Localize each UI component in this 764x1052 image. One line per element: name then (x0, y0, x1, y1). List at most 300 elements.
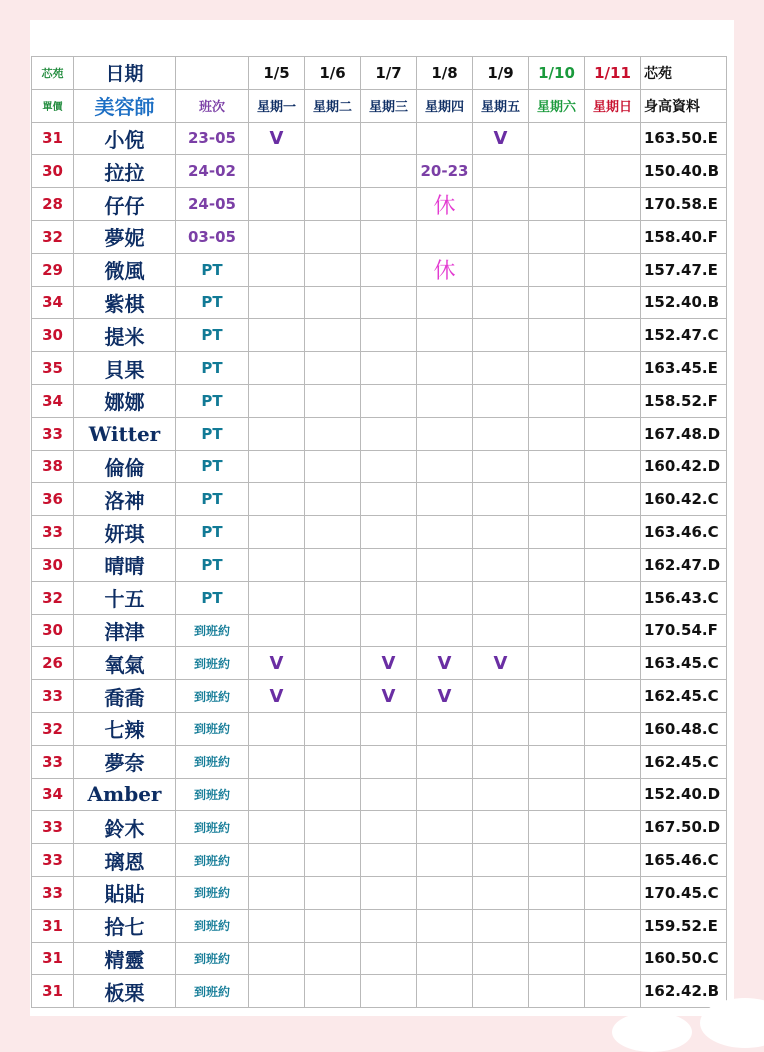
date-3: 1/7 (361, 57, 417, 90)
day-cell (473, 188, 529, 221)
staff-name-cell: 精靈 (74, 942, 176, 975)
staff-name-cell: 娜娜 (74, 384, 176, 417)
staff-name-cell: 紫棋 (74, 286, 176, 319)
table-row (32, 188, 727, 221)
day-cell (249, 155, 305, 188)
day-cell (417, 220, 473, 253)
day-cell (529, 417, 585, 450)
day-cell (305, 483, 361, 516)
day-cell (529, 745, 585, 778)
staff-name-cell: 鈴木 (74, 811, 176, 844)
day-cell (585, 253, 641, 286)
unit-price-cell: 35 (32, 352, 74, 385)
table-row (32, 876, 727, 909)
day-cell (529, 647, 585, 680)
shift-cell: 到班約 (176, 942, 249, 975)
day-cell (249, 352, 305, 385)
shift-cell: PT (176, 581, 249, 614)
day-cell (473, 483, 529, 516)
day-cell (585, 188, 641, 221)
day-cell: 休 (417, 188, 473, 221)
height-data-cell: 150.40.B (641, 155, 727, 188)
day-cell (249, 712, 305, 745)
corner-decoration (612, 1012, 692, 1052)
shift-cell: PT (176, 548, 249, 581)
day-cell (473, 942, 529, 975)
day-cell (305, 778, 361, 811)
date-1: 1/5 (249, 57, 305, 90)
shift-cell: 到班約 (176, 778, 249, 811)
day-cell (417, 745, 473, 778)
day-cell (249, 548, 305, 581)
day-cell (473, 220, 529, 253)
day-cell (361, 319, 417, 352)
day-cell (249, 614, 305, 647)
date-7: 1/11 (585, 57, 641, 90)
day-cell (249, 286, 305, 319)
date-5: 1/9 (473, 57, 529, 90)
height-data-cell: 163.45.C (641, 647, 727, 680)
day-cell (529, 220, 585, 253)
day-cell (305, 253, 361, 286)
table-row (32, 778, 727, 811)
staff-name-cell: 氧氣 (74, 647, 176, 680)
table-row (32, 384, 727, 417)
day-cell (417, 581, 473, 614)
day-cell (361, 516, 417, 549)
day-cell (305, 188, 361, 221)
unit-price-label: 單價 (32, 89, 74, 122)
day-cell (529, 188, 585, 221)
day-cell (361, 384, 417, 417)
day-cell (585, 384, 641, 417)
day-cell (529, 712, 585, 745)
table-row (32, 712, 727, 745)
day-cell (585, 122, 641, 155)
day-cell (305, 450, 361, 483)
day-cell (417, 614, 473, 647)
day-cell (417, 811, 473, 844)
day-cell (473, 909, 529, 942)
staff-name-cell: 十五 (74, 581, 176, 614)
unit-price-cell: 31 (32, 909, 74, 942)
day-cell (305, 975, 361, 1008)
day-cell (249, 319, 305, 352)
day-cell (249, 844, 305, 877)
day-cell (585, 647, 641, 680)
day-cell (529, 155, 585, 188)
unit-price-cell: 34 (32, 384, 74, 417)
shift-cell: 到班約 (176, 647, 249, 680)
day-cell (249, 384, 305, 417)
height-data-cell: 160.42.D (641, 450, 727, 483)
day-cell (361, 286, 417, 319)
day-cell (585, 909, 641, 942)
date-4: 1/8 (417, 57, 473, 90)
height-data-cell: 152.40.D (641, 778, 727, 811)
day-cell (473, 975, 529, 1008)
unit-price-cell: 34 (32, 286, 74, 319)
staff-name-cell: 妍琪 (74, 516, 176, 549)
day-cell (585, 975, 641, 1008)
day-cell (529, 778, 585, 811)
unit-price-cell: 33 (32, 844, 74, 877)
day-cell (529, 450, 585, 483)
shift-cell: PT (176, 384, 249, 417)
day-cell (529, 548, 585, 581)
day-cell (585, 712, 641, 745)
day-cell (361, 122, 417, 155)
height-data-cell: 170.45.C (641, 876, 727, 909)
date-2: 1/6 (305, 57, 361, 90)
shift-cell: 03-05 (176, 220, 249, 253)
height-data-cell: 159.52.E (641, 909, 727, 942)
day-cell (249, 253, 305, 286)
day-cell (473, 319, 529, 352)
staff-name-cell: 七辣 (74, 712, 176, 745)
unit-price-cell: 33 (32, 876, 74, 909)
weekday-2: 星期二 (305, 89, 361, 122)
height-data-cell: 157.47.E (641, 253, 727, 286)
day-cell (417, 319, 473, 352)
day-cell (473, 811, 529, 844)
unit-price-cell: 33 (32, 417, 74, 450)
staff-name-cell: 拉拉 (74, 155, 176, 188)
day-cell (361, 155, 417, 188)
day-cell (529, 844, 585, 877)
unit-price-cell: 32 (32, 712, 74, 745)
staff-name-cell: 貼貼 (74, 876, 176, 909)
header-row-dates (32, 57, 727, 90)
unit-price-cell: 30 (32, 548, 74, 581)
unit-price-cell: 29 (32, 253, 74, 286)
unit-price-cell: 33 (32, 516, 74, 549)
day-cell (417, 417, 473, 450)
day-cell (249, 811, 305, 844)
day-cell (361, 581, 417, 614)
day-cell (585, 286, 641, 319)
day-cell (361, 417, 417, 450)
header-row-weekdays (32, 89, 727, 122)
height-data-cell: 156.43.C (641, 581, 727, 614)
day-cell (473, 680, 529, 713)
day-cell (361, 745, 417, 778)
shift-cell: PT (176, 417, 249, 450)
shift-cell: 到班約 (176, 975, 249, 1008)
table-row (32, 844, 727, 877)
unit-price-cell: 31 (32, 975, 74, 1008)
day-cell (473, 450, 529, 483)
day-cell (361, 909, 417, 942)
unit-price-cell: 30 (32, 319, 74, 352)
brand-label: 芯苑 (32, 57, 74, 90)
day-cell (529, 811, 585, 844)
shift-cell: PT (176, 352, 249, 385)
day-cell: V (417, 680, 473, 713)
day-cell (361, 220, 417, 253)
unit-price-cell: 36 (32, 483, 74, 516)
date-label: 日期 (74, 57, 176, 90)
day-cell (305, 155, 361, 188)
weekday-7: 星期日 (585, 89, 641, 122)
day-cell: V (249, 680, 305, 713)
staff-name-cell: 仔仔 (74, 188, 176, 221)
shift-cell: 到班約 (176, 614, 249, 647)
height-data-cell: 152.47.C (641, 319, 727, 352)
table-row (32, 680, 727, 713)
shift-cell: 到班約 (176, 876, 249, 909)
shift-cell: 到班約 (176, 844, 249, 877)
height-data-cell: 158.52.F (641, 384, 727, 417)
schedule-table (31, 56, 727, 1008)
height-data-cell: 162.47.D (641, 548, 727, 581)
shift-cell: PT (176, 483, 249, 516)
table-row (32, 942, 727, 975)
day-cell (305, 286, 361, 319)
table-row (32, 319, 727, 352)
day-cell: 20-23 (417, 155, 473, 188)
day-cell (361, 844, 417, 877)
day-cell (473, 581, 529, 614)
day-cell (249, 942, 305, 975)
shift-label: 班次 (176, 89, 249, 122)
day-cell: V (249, 647, 305, 680)
table-row (32, 516, 727, 549)
day-cell (585, 450, 641, 483)
staff-name-cell: 夢妮 (74, 220, 176, 253)
shift-cell: 23-05 (176, 122, 249, 155)
day-cell (305, 844, 361, 877)
unit-price-cell: 38 (32, 450, 74, 483)
height-data-cell: 152.40.B (641, 286, 727, 319)
day-cell (473, 614, 529, 647)
day-cell (249, 876, 305, 909)
day-cell (417, 975, 473, 1008)
unit-price-cell: 34 (32, 778, 74, 811)
day-cell (305, 417, 361, 450)
height-data-cell: 160.48.C (641, 712, 727, 745)
day-cell (585, 680, 641, 713)
day-cell (305, 220, 361, 253)
day-cell (585, 516, 641, 549)
day-cell (305, 909, 361, 942)
staff-name-cell: 晴晴 (74, 548, 176, 581)
weekday-5: 星期五 (473, 89, 529, 122)
day-cell (305, 384, 361, 417)
unit-price-cell: 28 (32, 188, 74, 221)
table-row (32, 975, 727, 1008)
day-cell: V (417, 647, 473, 680)
schedule-rows (32, 122, 727, 1008)
day-cell (361, 253, 417, 286)
day-cell (473, 417, 529, 450)
day-cell (585, 745, 641, 778)
day-cell (417, 450, 473, 483)
day-cell (361, 876, 417, 909)
table-row (32, 581, 727, 614)
table-row (32, 909, 727, 942)
day-cell (585, 220, 641, 253)
day-cell (305, 516, 361, 549)
day-cell (529, 614, 585, 647)
day-cell (529, 975, 585, 1008)
day-cell (249, 417, 305, 450)
day-cell (529, 516, 585, 549)
height-data-cell: 170.58.E (641, 188, 727, 221)
day-cell (249, 745, 305, 778)
day-cell (305, 319, 361, 352)
day-cell (417, 483, 473, 516)
day-cell (473, 352, 529, 385)
day-cell (249, 516, 305, 549)
height-data-cell: 162.42.B (641, 975, 727, 1008)
day-cell (473, 548, 529, 581)
day-cell (361, 548, 417, 581)
day-cell (473, 155, 529, 188)
day-cell (361, 188, 417, 221)
table-row (32, 417, 727, 450)
table-row (32, 122, 727, 155)
day-cell (305, 548, 361, 581)
height-data-cell: 160.50.C (641, 942, 727, 975)
day-cell (473, 253, 529, 286)
day-cell (529, 942, 585, 975)
table-row (32, 220, 727, 253)
unit-price-cell: 33 (32, 680, 74, 713)
shift-cell: PT (176, 516, 249, 549)
table-row (32, 811, 727, 844)
day-cell: V (473, 122, 529, 155)
unit-price-cell: 33 (32, 745, 74, 778)
staff-name-cell: 洛神 (74, 483, 176, 516)
day-cell (361, 614, 417, 647)
day-cell (585, 844, 641, 877)
day-cell (417, 548, 473, 581)
shift-cell: PT (176, 253, 249, 286)
day-cell (417, 384, 473, 417)
table-row (32, 155, 727, 188)
day-cell (361, 942, 417, 975)
staff-name-cell: 璃恩 (74, 844, 176, 877)
day-cell (249, 778, 305, 811)
day-cell (417, 122, 473, 155)
table-row (32, 647, 727, 680)
unit-price-cell: 30 (32, 155, 74, 188)
shift-cell: PT (176, 450, 249, 483)
day-cell (585, 483, 641, 516)
day-cell (305, 942, 361, 975)
height-data-cell: 162.45.C (641, 745, 727, 778)
day-cell (585, 778, 641, 811)
day-cell (417, 778, 473, 811)
staff-name-cell: 喬喬 (74, 680, 176, 713)
day-cell (529, 122, 585, 155)
day-cell (249, 188, 305, 221)
day-cell (585, 581, 641, 614)
table-row (32, 352, 727, 385)
day-cell (305, 876, 361, 909)
table-row (32, 286, 727, 319)
right-subtitle: 身高資料 (641, 89, 727, 122)
table-row (32, 614, 727, 647)
shift-cell: 24-05 (176, 188, 249, 221)
day-cell (473, 384, 529, 417)
day-cell (473, 516, 529, 549)
unit-price-cell: 32 (32, 220, 74, 253)
unit-price-cell: 30 (32, 614, 74, 647)
day-cell (417, 352, 473, 385)
day-cell (585, 417, 641, 450)
staff-name-cell: 貝果 (74, 352, 176, 385)
staff-name-cell: 微風 (74, 253, 176, 286)
weekday-4: 星期四 (417, 89, 473, 122)
staff-name-cell: Amber (74, 778, 176, 811)
day-cell (529, 581, 585, 614)
day-cell (473, 745, 529, 778)
height-data-cell: 163.50.E (641, 122, 727, 155)
shift-cell: 到班約 (176, 680, 249, 713)
day-cell (473, 286, 529, 319)
day-cell (305, 647, 361, 680)
day-cell (585, 876, 641, 909)
shift-cell: 到班約 (176, 811, 249, 844)
staff-label: 美容師 (74, 89, 176, 122)
staff-name-cell: 板栗 (74, 975, 176, 1008)
weekday-1: 星期一 (249, 89, 305, 122)
height-data-cell: 160.42.C (641, 483, 727, 516)
day-cell (585, 548, 641, 581)
unit-price-cell: 31 (32, 122, 74, 155)
day-cell: V (473, 647, 529, 680)
day-cell (249, 220, 305, 253)
day-cell (473, 712, 529, 745)
day-cell (361, 352, 417, 385)
date-6: 1/10 (529, 57, 585, 90)
day-cell (417, 942, 473, 975)
height-data-cell: 162.45.C (641, 680, 727, 713)
day-cell (473, 844, 529, 877)
height-data-cell: 170.54.F (641, 614, 727, 647)
day-cell (529, 319, 585, 352)
day-cell (529, 253, 585, 286)
day-cell (305, 680, 361, 713)
shift-cell: 24-02 (176, 155, 249, 188)
day-cell (529, 909, 585, 942)
blank-header-cell (176, 57, 249, 90)
day-cell (417, 516, 473, 549)
day-cell (361, 811, 417, 844)
day-cell (305, 745, 361, 778)
day-cell (305, 581, 361, 614)
day-cell (585, 942, 641, 975)
table-row (32, 745, 727, 778)
staff-name-cell: 拾七 (74, 909, 176, 942)
staff-name-cell: Witter (74, 417, 176, 450)
height-data-cell: 163.46.C (641, 516, 727, 549)
day-cell (417, 909, 473, 942)
day-cell (305, 712, 361, 745)
shift-cell: PT (176, 286, 249, 319)
day-cell (361, 450, 417, 483)
day-cell (249, 483, 305, 516)
day-cell (249, 975, 305, 1008)
right-title: 芯苑 (641, 57, 727, 90)
day-cell (473, 778, 529, 811)
day-cell (529, 286, 585, 319)
day-cell (361, 483, 417, 516)
day-cell (417, 286, 473, 319)
day-cell (529, 352, 585, 385)
